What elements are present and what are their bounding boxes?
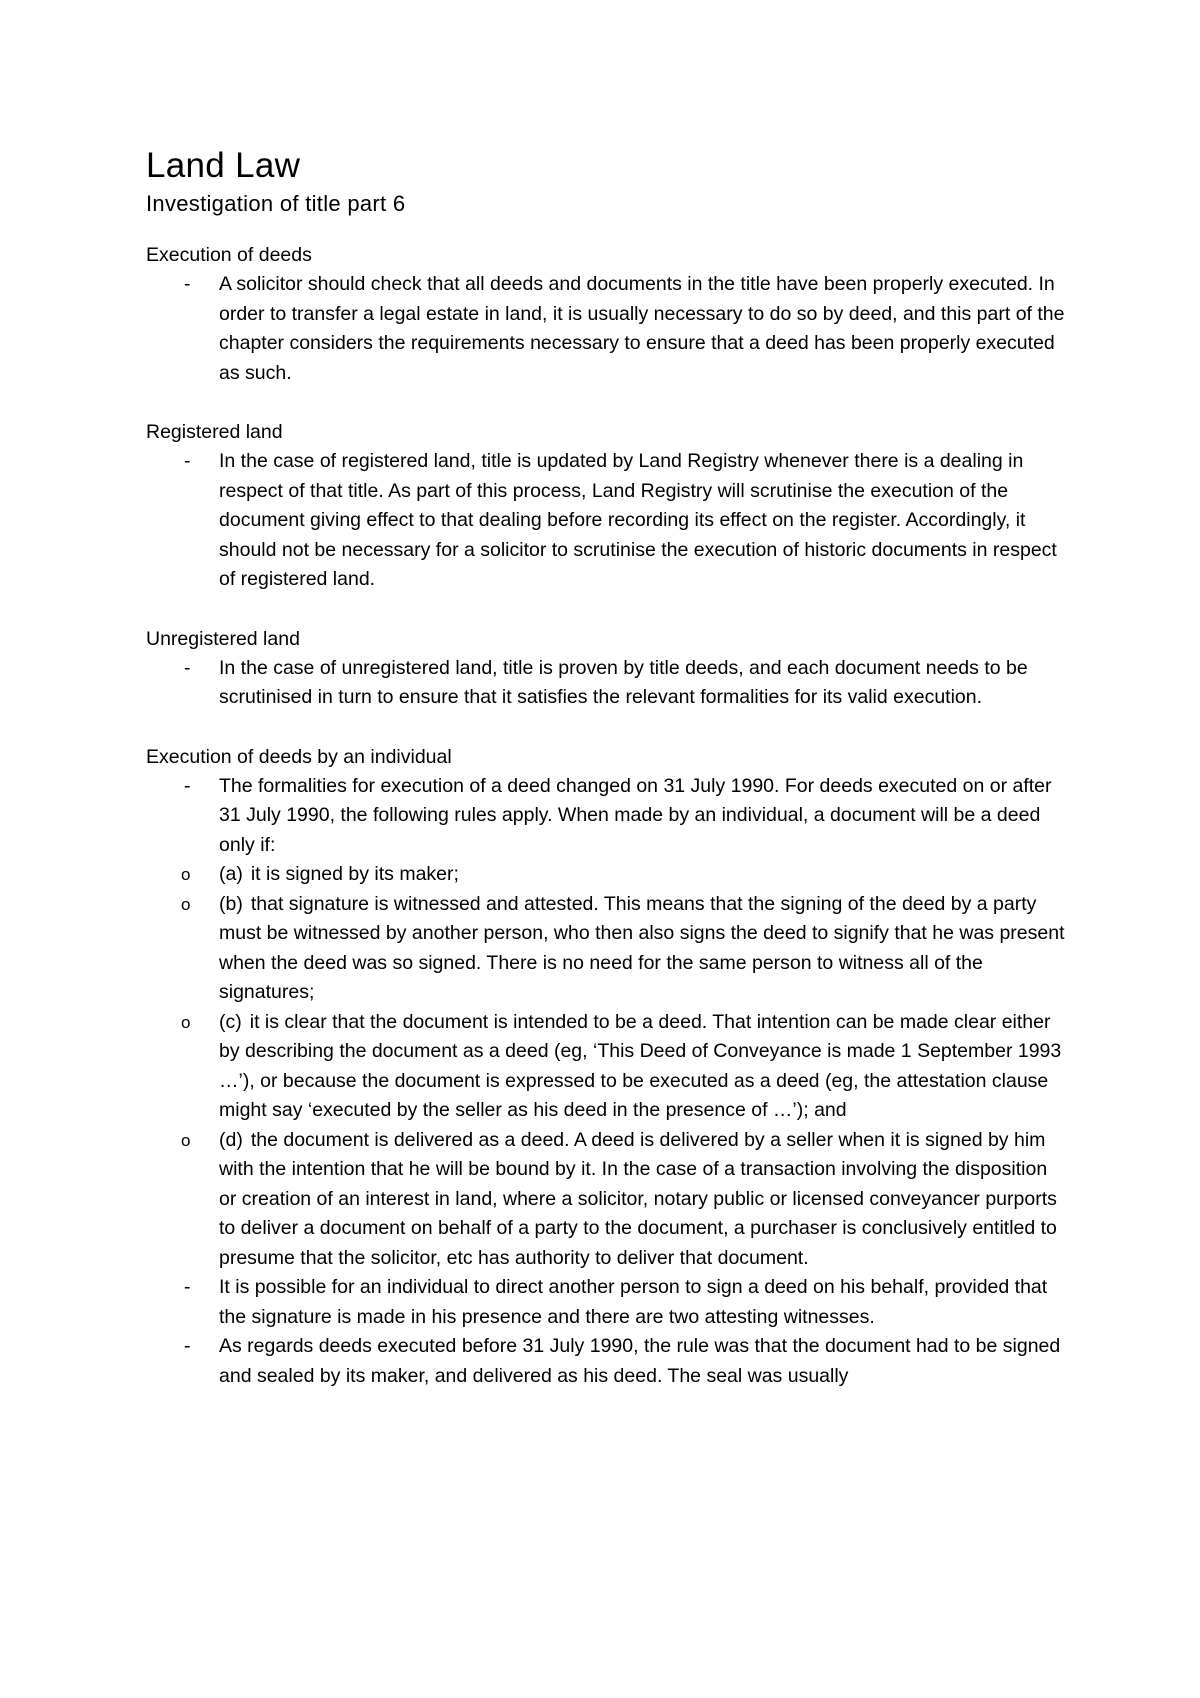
bullet-text: As regards deeds executed before 31 July 1990, the rule was that the document had to be signed and sealed by its maker, and delivered as his deed. The seal was usually: [219, 1335, 1061, 1387]
sub-item-text: it is clear that the document is intended to be a deed. That intention can be made clear either by describing the document as a deed (eg, ‘This Deed of Conveyance is made 1 September 1993 …’), or because the document is expressed to be executed as a deed (eg, the attestation clause might say ‘executed by the seller as his deed in the presence of …’); and: [219, 1010, 1062, 1121]
bullet-text: A solicitor should check that all deeds and documents in the title have been properly executed. In order to transfer a legal estate in land, it is usually necessary to do so by deed, and this part of the chapter considers the requirements necessary to ensure that a deed has been properly executed as such.: [219, 273, 1065, 384]
bullet-item: [146, 1332, 1066, 1391]
sub-item-text: that signature is witnessed and attested. This means that the signing of the deed by a party must be witnessed by another person, who then also signs the deed to signify that he was present when the deed was so signed. There is no need for the same person to witness all of the signatures;: [219, 892, 1065, 1003]
circle-bullet-marker: o: [181, 865, 191, 884]
circle-bullet-marker: o: [181, 1130, 191, 1150]
sub-item-label: (c): [219, 1010, 242, 1033]
section-heading: Registered land: [146, 421, 283, 443]
dash-bullet-marker: -: [184, 450, 191, 472]
sub-item-label: (b): [219, 892, 243, 915]
sub-bullet-item: [146, 1008, 1066, 1126]
dash-bullet-marker: -: [184, 656, 191, 679]
bullet-text: In the case of registered land, title is updated by Land Registry whenever there is a dealing in respect of that title. As part of this process, Land Registry will scrutinise the execution of the document giving effect to that dealing before recording its effect on the register. Accordingly, it should not be necessary for a solicitor to scrutinise the execution of historic documents in respect of registered land.: [219, 450, 1057, 590]
bullet-item: [146, 270, 1066, 388]
bullet-item: [146, 654, 1066, 713]
sub-item-text: it is signed by its maker;: [250, 863, 459, 885]
bullet-text: It is possible for an individual to direct another person to sign a deed on his behalf, provided that the signature is made in his presence and there are two attesting witnesses.: [219, 1276, 1048, 1328]
bullet-item: [146, 772, 1066, 1274]
document-body: [146, 146, 1066, 1420]
sub-item-label: (a): [219, 863, 243, 885]
document-title: Land Law: [146, 146, 301, 185]
section-unregistered-land: [146, 624, 1066, 713]
bullet-item: [146, 1273, 1066, 1332]
section-execution-of-deeds: [146, 240, 1066, 388]
bullet-text: In the case of unregistered land, title is proven by title deeds, and each document needs to be scrutinised in turn to ensure that it satisfies the relevant formalities for its valid execution.: [219, 656, 1028, 708]
circle-bullet-marker: o: [181, 894, 191, 914]
sub-bullet-item: [146, 860, 1066, 890]
bullet-list: [146, 447, 1066, 595]
section-execution-by-individual: [146, 742, 1066, 1392]
bullet-list: [146, 772, 1066, 1392]
dash-bullet-marker: -: [184, 774, 191, 797]
dash-bullet-marker: -: [184, 1335, 191, 1357]
dash-bullet-marker: -: [184, 1276, 191, 1298]
sub-item-label: (d): [219, 1128, 243, 1151]
sub-bullet-item: [146, 1126, 1066, 1274]
sub-bullet-list: [146, 860, 1066, 1273]
sub-bullet-item: [146, 890, 1066, 1008]
bullet-list: [146, 654, 1066, 713]
sub-item-text: the document is delivered as a deed. A deed is delivered by a seller when it is signed by him with the intention that he will be bound by it. In the case of a transaction involving the disposition or creation of an interest in land, where a solicitor, notary public or licensed conveyancer purports to deliver a document on behalf of a party to the document, a purchaser is conclusively entitled to presume that the solicitor, etc has authority to deliver that document.: [219, 1128, 1057, 1269]
section-heading: Execution of deeds: [146, 244, 312, 266]
circle-bullet-marker: o: [181, 1012, 191, 1032]
dash-bullet-marker: -: [184, 273, 191, 295]
bullet-list: [146, 270, 1066, 388]
section-heading: Execution of deeds by an individual: [146, 745, 452, 768]
bullet-item: [146, 447, 1066, 595]
bullet-text: The formalities for execution of a deed changed on 31 July 1990. For deeds executed on or after 31 July 1990, the following rules apply. When made by an individual, a document will be a deed only if:: [219, 774, 1052, 856]
section-heading: Unregistered land: [146, 627, 300, 650]
section-registered-land: [146, 417, 1066, 595]
document-subtitle: Investigation of title part 6: [146, 191, 406, 216]
